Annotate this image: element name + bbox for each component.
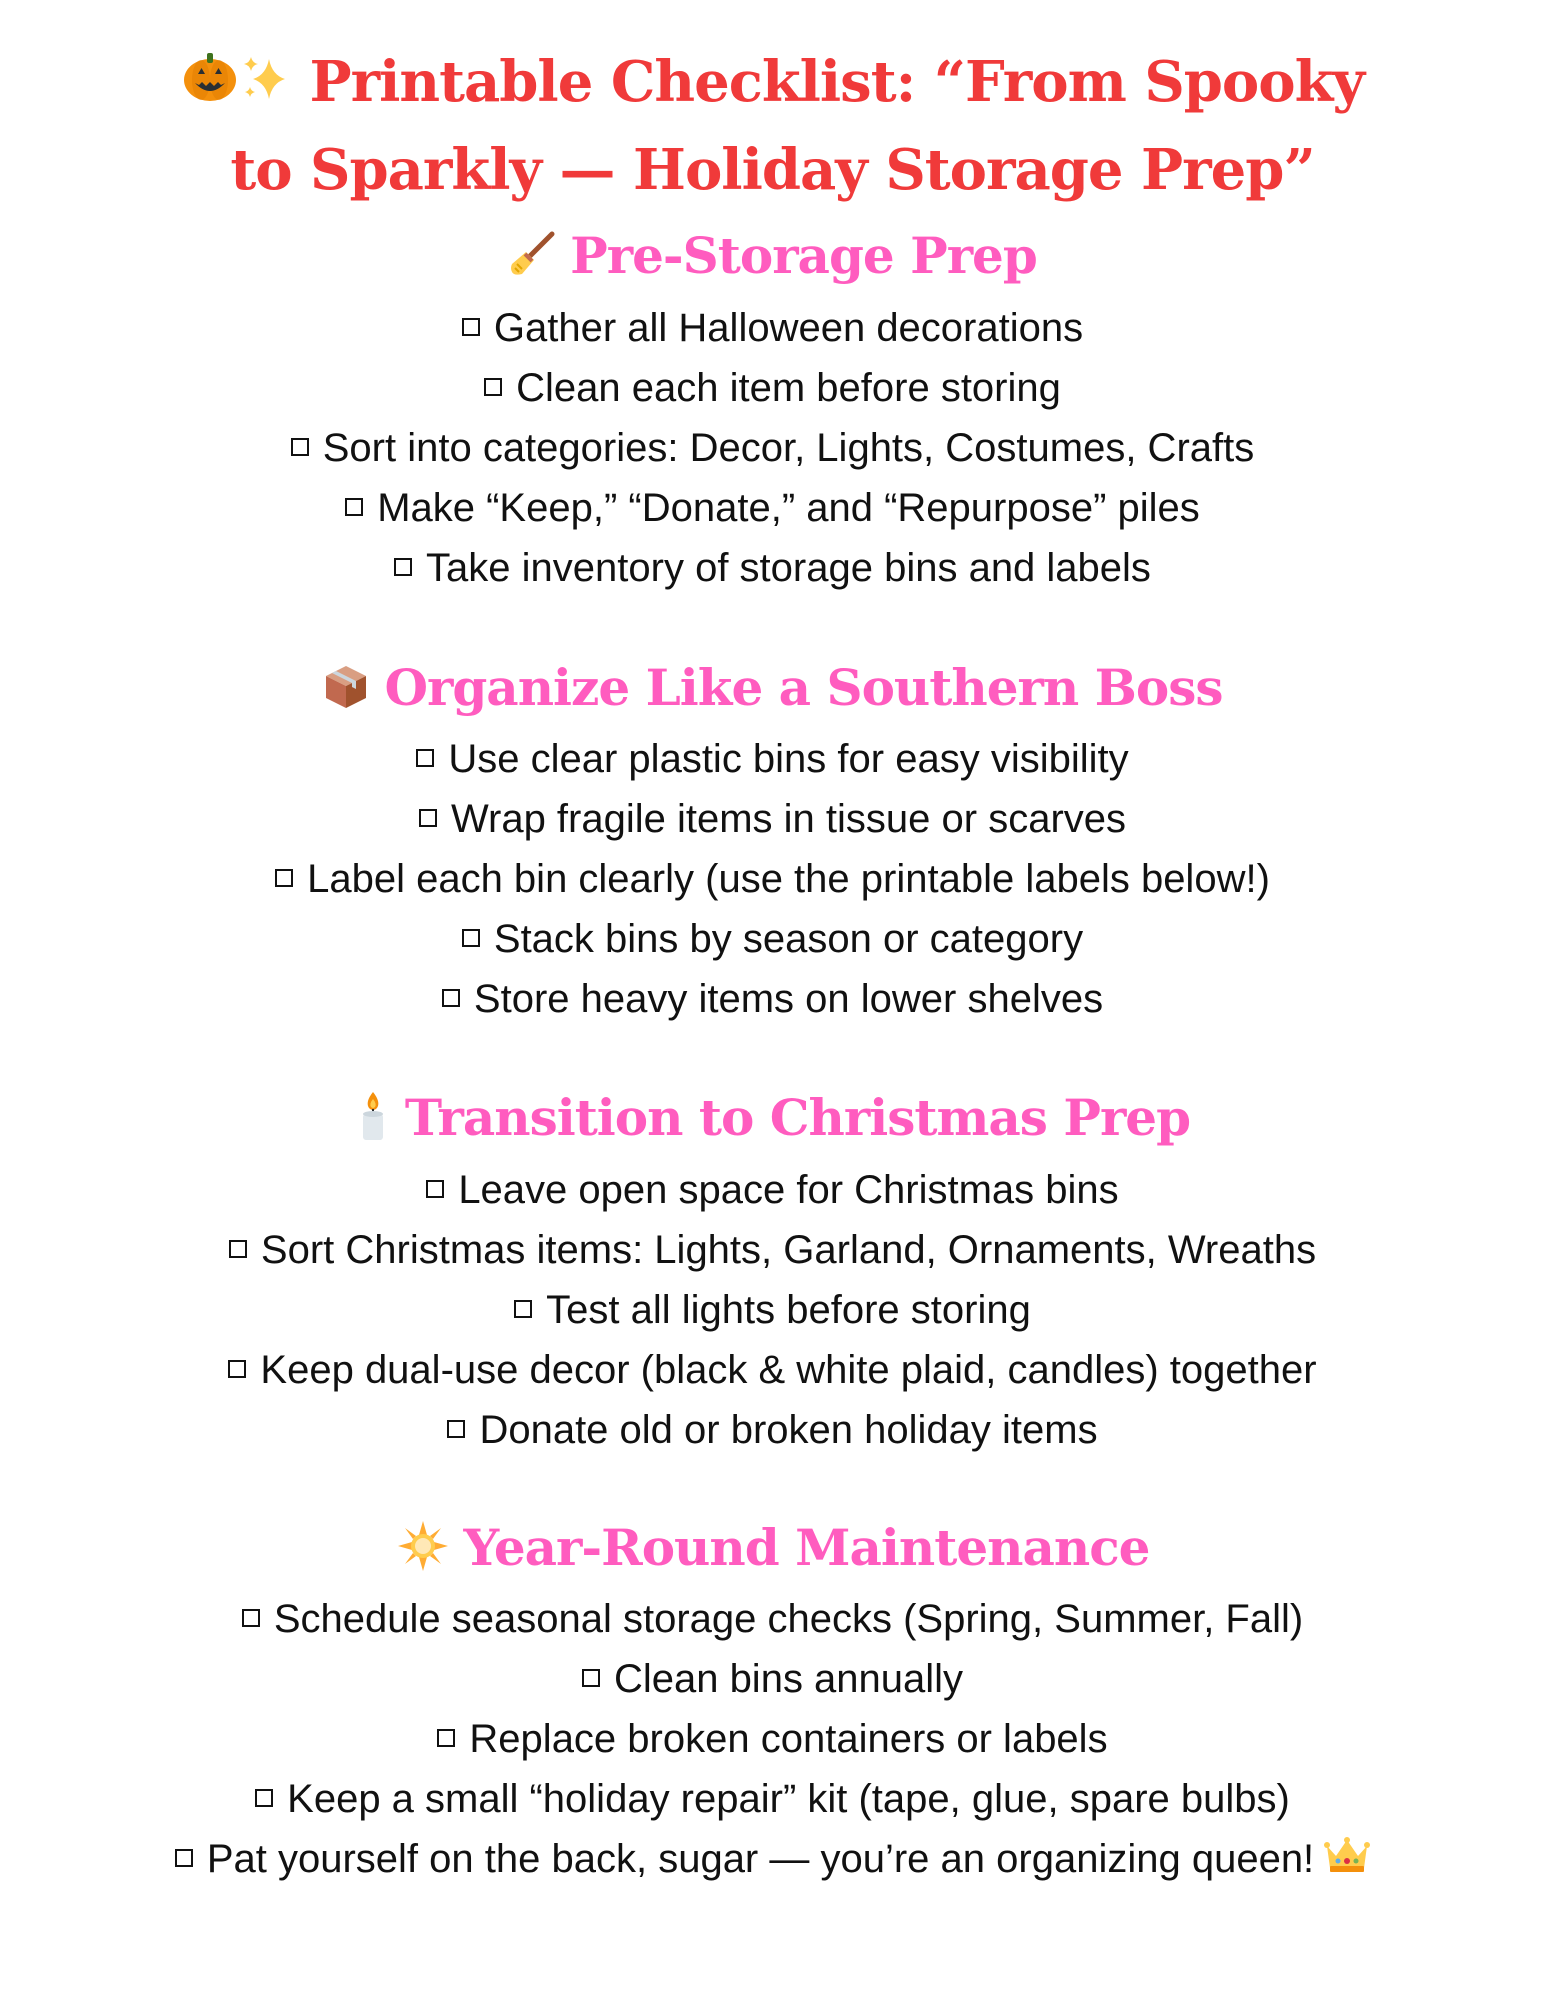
checklist-item[interactable] <box>0 478 1545 538</box>
checkbox[interactable] <box>462 318 480 336</box>
checkbox[interactable] <box>442 989 460 1007</box>
section-heading-pre-storage <box>0 226 1545 286</box>
checkbox[interactable] <box>345 498 363 516</box>
section-heading-text: Organize Like a Southern Boss <box>384 658 1223 717</box>
section-heading-christmas <box>0 1088 1545 1148</box>
sun-icon <box>396 1519 450 1586</box>
section-heading-maintenance <box>0 1518 1545 1578</box>
candle-icon <box>355 1090 391 1155</box>
title-text-line-1: Printable Checklist: “From Spooky <box>309 49 1364 115</box>
checklist-item-text: Clean bins annually <box>613 1657 964 1701</box>
section-heading-text: Pre-Storage Prep <box>570 226 1037 285</box>
checklist-item-text: Donate old or broken holiday items <box>479 1408 1098 1452</box>
checklist-organize <box>0 729 1545 1029</box>
checkbox[interactable] <box>275 869 293 887</box>
broom-icon <box>508 230 556 291</box>
checklist-item[interactable] <box>0 789 1545 849</box>
checkbox[interactable] <box>582 1669 600 1687</box>
checkbox[interactable] <box>416 749 434 767</box>
checkbox[interactable] <box>291 438 309 456</box>
checklist-item-text: Keep dual-use decor (black & white plaid, candles) together <box>260 1348 1317 1392</box>
checkbox[interactable] <box>419 809 437 827</box>
checkbox[interactable] <box>175 1849 193 1867</box>
checkbox[interactable] <box>514 1300 532 1318</box>
checklist-item[interactable] <box>0 1829 1545 1889</box>
checklist-item[interactable] <box>0 729 1545 789</box>
checkbox[interactable] <box>228 1360 246 1378</box>
checklist-item[interactable] <box>0 1280 1545 1340</box>
checklist-item-text: Store heavy items on lower shelves <box>473 977 1104 1021</box>
checklist-item-text: Make “Keep,” “Donate,” and “Repurpose” piles <box>377 486 1200 530</box>
title-line-2: to Sparkly — Holiday Storage Prep” <box>230 137 1315 204</box>
checklist-item[interactable] <box>0 1769 1545 1829</box>
checklist-pre-storage <box>0 298 1545 598</box>
checkbox[interactable] <box>242 1609 260 1627</box>
checklist-item[interactable] <box>0 1589 1545 1649</box>
checkbox[interactable] <box>484 378 502 396</box>
checkbox[interactable] <box>394 558 412 576</box>
sparkles-icon <box>239 44 291 128</box>
checklist-christmas <box>0 1160 1545 1460</box>
checklist-item[interactable] <box>0 849 1545 909</box>
checklist-item-text: Pat yourself on the back, sugar — you’re an organizing queen! <box>206 1837 1315 1881</box>
checklist-item-text: Test all lights before storing <box>546 1288 1031 1332</box>
checklist-item[interactable] <box>0 1400 1545 1460</box>
checklist-item-text: Label each bin clearly (use the printable labels below!) <box>307 857 1270 901</box>
title-line-1 <box>0 40 1545 128</box>
checklist-item-text: Keep a small “holiday repair” kit (tape, glue, spare bulbs) <box>287 1777 1290 1821</box>
checklist-item-text: Schedule seasonal storage checks (Spring, Summer, Fall) <box>273 1597 1304 1641</box>
checklist-item-text: Leave open space for Christmas bins <box>458 1168 1119 1212</box>
package-icon <box>322 662 370 723</box>
checkbox[interactable] <box>437 1729 455 1747</box>
section-heading-text: Year-Round Maintenance <box>463 1518 1150 1577</box>
checklist-item-text: Gather all Halloween decorations <box>493 306 1084 350</box>
checklist-item-text: Stack bins by season or category <box>493 917 1084 961</box>
checkbox[interactable] <box>255 1789 273 1807</box>
checkbox[interactable] <box>229 1240 247 1258</box>
checklist-item[interactable] <box>0 538 1545 598</box>
checklist-item[interactable] <box>0 1160 1545 1220</box>
section-heading-text: Transition to Christmas Prep <box>404 1088 1191 1147</box>
checklist-item[interactable] <box>0 1220 1545 1280</box>
checklist-item-text: Sort Christmas items: Lights, Garland, Ornaments, Wreaths <box>260 1228 1317 1272</box>
checklist-item-text: Take inventory of storage bins and labels <box>426 546 1151 590</box>
checklist-item[interactable] <box>0 298 1545 358</box>
section-heading-organize <box>0 658 1545 718</box>
crown-icon <box>1324 1831 1370 1891</box>
checklist-item-text: Clean each item before storing <box>516 366 1061 410</box>
checklist-item[interactable] <box>0 418 1545 478</box>
checklist-item[interactable] <box>0 1709 1545 1769</box>
checklist-item-text: Replace broken containers or labels <box>469 1717 1108 1761</box>
pumpkin-icon <box>181 44 239 128</box>
checkbox[interactable] <box>447 1420 465 1438</box>
checklist-maintenance <box>0 1589 1545 1889</box>
checkbox[interactable] <box>462 929 480 947</box>
checklist-item-text: Sort into categories: Decor, Lights, Costumes, Crafts <box>322 426 1255 470</box>
checklist-item-text: Use clear plastic bins for easy visibility <box>448 737 1129 781</box>
checkbox[interactable] <box>426 1180 444 1198</box>
checklist-item[interactable] <box>0 909 1545 969</box>
checklist-item[interactable] <box>0 969 1545 1029</box>
page-title <box>0 40 1545 212</box>
checklist-item[interactable] <box>0 1649 1545 1709</box>
checklist-item[interactable] <box>0 358 1545 418</box>
checklist-item[interactable] <box>0 1340 1545 1400</box>
checklist-item-text: Wrap fragile items in tissue or scarves <box>450 797 1127 841</box>
